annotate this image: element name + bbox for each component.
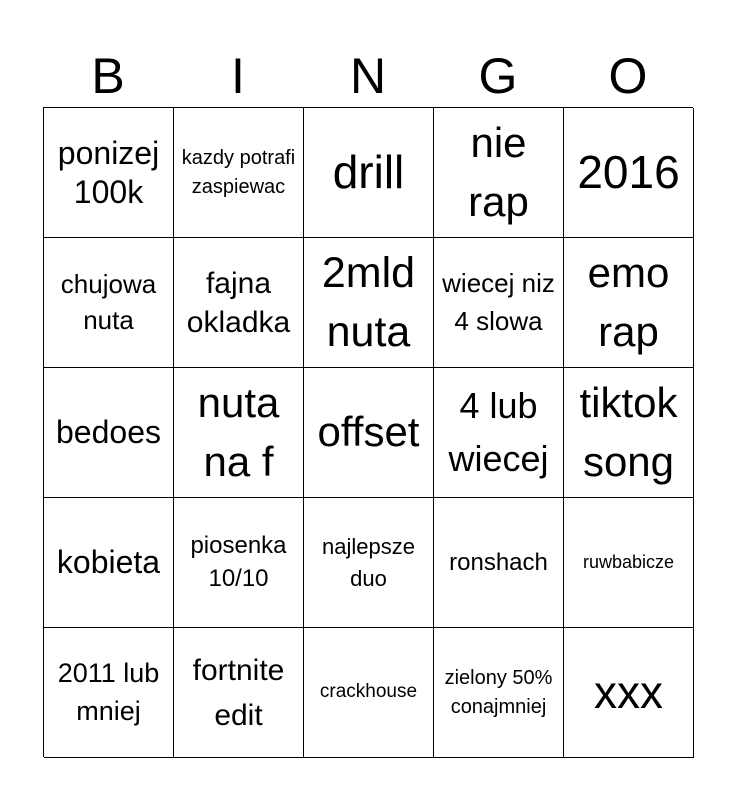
cell-text: crackhouse <box>319 681 418 703</box>
bingo-grid <box>43 107 693 757</box>
header-letter-g: G <box>478 48 518 104</box>
cell-text: chujowa nuta <box>60 268 157 335</box>
bingo-cell[interactable] <box>564 498 694 628</box>
cell-text: drill <box>332 146 405 199</box>
cell-text: wiecej niz 4 slowa <box>442 267 555 336</box>
bingo-cell[interactable] <box>44 368 174 498</box>
cell-text: piosenka 10/10 <box>190 532 287 592</box>
cell-text: nuta na f <box>197 378 280 485</box>
bingo-cell[interactable] <box>304 238 434 368</box>
bingo-cell[interactable] <box>44 498 174 628</box>
cell-text: 4 lub wiecej <box>448 385 549 479</box>
header-letter-b: B <box>91 48 125 104</box>
header-letter-n: N <box>349 48 387 104</box>
cell-text: kazdy potrafi zaspiewac <box>181 146 296 198</box>
bingo-cell[interactable] <box>304 368 434 498</box>
bingo-cell[interactable] <box>174 368 304 498</box>
cell-text: ruwbabicze <box>582 551 675 572</box>
cell-text: 2016 <box>577 146 680 199</box>
bingo-cell[interactable] <box>434 108 564 238</box>
bingo-cell[interactable] <box>434 498 564 628</box>
bingo-cell[interactable] <box>174 498 304 628</box>
bingo-cell[interactable] <box>564 108 694 238</box>
bingo-cell[interactable] <box>434 238 564 368</box>
header-letter-o: O <box>608 48 648 104</box>
cell-text: bedoes <box>56 414 161 451</box>
cell-text: najlepsze duo <box>322 533 415 591</box>
bingo-cell[interactable] <box>434 368 564 498</box>
bingo-cell[interactable] <box>564 368 694 498</box>
cell-text: zielony 50% conajmniej <box>444 666 553 718</box>
cell-text: nie rap <box>468 118 529 225</box>
bingo-cell[interactable] <box>564 238 694 368</box>
bingo-cell[interactable] <box>44 628 174 758</box>
cell-text: 2011 lub mniej <box>57 658 160 726</box>
cell-text: ponizej 100k <box>57 135 160 210</box>
bingo-cell[interactable] <box>174 628 304 758</box>
cell-text: kobieta <box>56 544 161 581</box>
cell-text: offset <box>317 408 420 456</box>
bingo-header <box>43 44 693 108</box>
bingo-cell[interactable] <box>304 498 434 628</box>
cell-text: emo rap <box>587 248 670 355</box>
cell-text: 2mld nuta <box>321 249 416 356</box>
bingo-cell[interactable] <box>304 628 434 758</box>
cell-text: fortnite edit <box>192 653 285 732</box>
bingo-cell[interactable] <box>44 108 174 238</box>
header-letter-i: I <box>231 48 245 104</box>
bingo-cell[interactable] <box>304 108 434 238</box>
bingo-cell[interactable] <box>174 108 304 238</box>
cell-text: ronshach <box>449 548 548 576</box>
bingo-cell[interactable] <box>44 238 174 368</box>
bingo-cell[interactable] <box>174 238 304 368</box>
bingo-cell[interactable] <box>564 628 694 758</box>
cell-text: tiktok song <box>579 378 678 485</box>
cell-text: xxx <box>594 666 663 719</box>
bingo-cell[interactable] <box>434 628 564 758</box>
cell-text: fajna okladka <box>186 266 291 339</box>
